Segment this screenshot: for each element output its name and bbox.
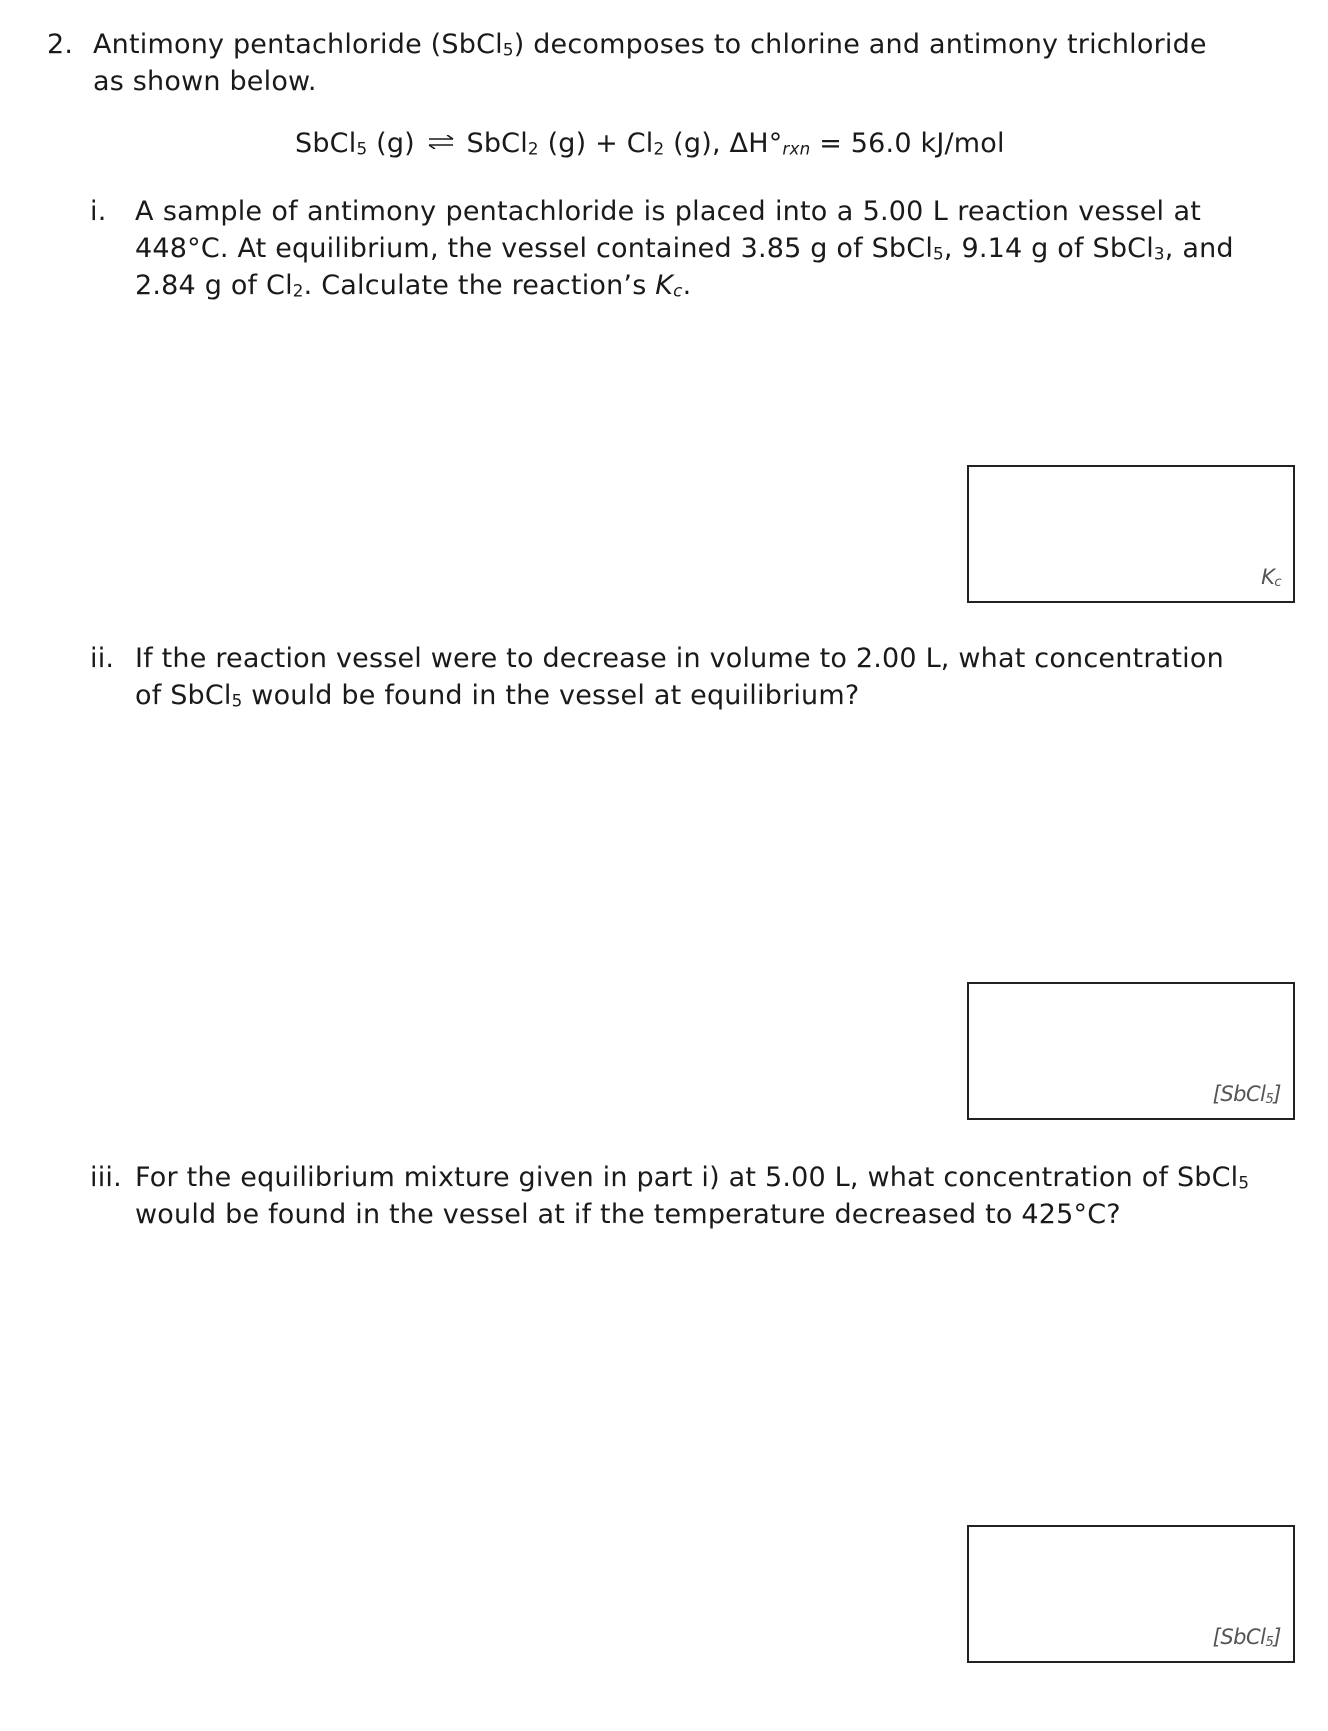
part-ii-numeral: ii.: [90, 643, 115, 674]
part-i-numeral: i.: [90, 196, 107, 227]
part-ii-answer-box[interactable]: [967, 982, 1295, 1120]
part-i-line-3: 2.84 g of $Cl_2$. Calculate the reaction’s $K_c$.: [135, 270, 692, 301]
part-iii-line-2: would be found in the vessel at if the temperature decreased to 425°C?: [135, 1199, 1121, 1230]
question-intro-line-2: as shown below.: [93, 66, 317, 97]
part-iii-answer-label: [SbCl$_5$]: [1212, 1625, 1281, 1650]
part-ii-line-2: of SbCl$_5$ would be found in the vessel at equilibrium?: [135, 680, 860, 711]
question-number: 2.: [47, 29, 74, 60]
part-i-line-2: 448°C. At equilibrium, the vessel contained 3.85 g of SbCl$_5$, 9.14 g of SbCl$_3$, and: [135, 233, 1234, 264]
part-i-answer-label: $K_c$: [1261, 565, 1281, 590]
part-ii-line-1: If the reaction vessel were to decrease in volume to 2.00 L, what concentration: [135, 643, 1224, 674]
part-iii-line-1: For the equilibrium mixture given in part i) at 5.00 L, what concentration of SbCl$_5$: [135, 1162, 1250, 1193]
part-ii-answer-label: [SbCl$_5$]: [1212, 1082, 1281, 1107]
equilibrium-arrow-icon: [428, 135, 454, 149]
part-i-line-1: A sample of antimony pentachloride is placed into a 5.00 L reaction vessel at: [135, 196, 1201, 227]
part-iii-numeral: iii.: [90, 1162, 122, 1193]
part-i-answer-box[interactable]: [967, 465, 1295, 603]
part-iii-answer-box[interactable]: [967, 1525, 1295, 1663]
reaction-equation: SbCl$_5$ (g) SbCl$_2$ $(g) + Cl_2$ (g), $\Delta H^\circ_{rxn} = 56.0$ kJ/mol: [295, 128, 1005, 159]
question-intro-line-1: Antimony pentachloride (SbCl$_5$) decomposes to chlorine and antimony trichloride: [93, 29, 1207, 60]
